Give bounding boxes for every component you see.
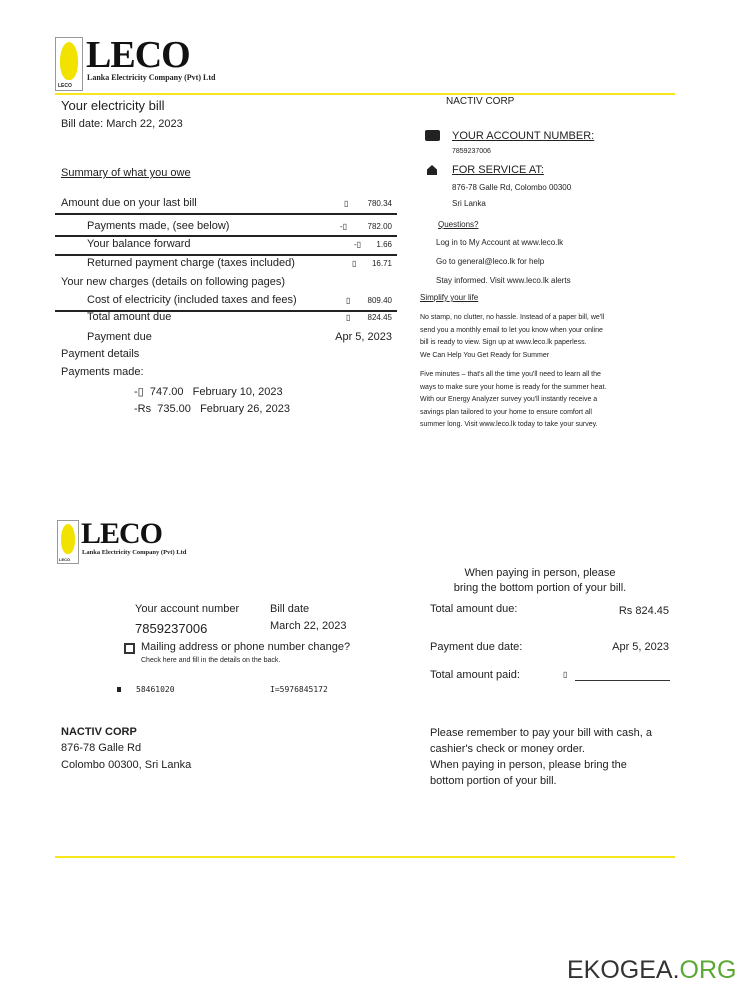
stub-note: When paying in person, please bring the bottom portion of your bill.: [453, 567, 627, 594]
stub-due-date-label: Payment due date:: [430, 641, 523, 653]
payment-due-date: Apr 5, 2023: [335, 331, 392, 343]
stub-total-due-label: Total amount due:: [430, 603, 518, 615]
summer-para: Five minutes – that's all the time you'll need to learn all the ways to make sure your home is ready for the summer heat. With our Energy Analyzer survey you'll instantly receive a savings plan tailored to your home to ensure comfort all summer long. Visit www.leco.lk today to take your survey.: [420, 371, 607, 428]
stub-bill-date-label: Bill date: [270, 603, 310, 615]
amount-paid-field[interactable]: [575, 680, 670, 681]
address-change-checkbox[interactable]: [124, 643, 135, 654]
address-change-sub: Check here and fill in the details on the back.: [141, 657, 281, 664]
summary-row-label: Amount due on your last bill: [61, 197, 197, 209]
stub-code2: I=5976845172: [270, 685, 328, 694]
stub-customer-name: NACTIV CORP: [61, 726, 137, 738]
divider: [55, 213, 397, 215]
simplify-para1: No stamp, no clutter, no hassle. Instead of a paper bill, we'll send you a monthly email to let you know when your online bill is ready to view. Sign up at www.leco.lk paperless.: [420, 314, 605, 346]
stub-reminder: Please remember to pay your bill with cash, a cashier's check or money order. When paying in person, please bring the bottom portion of your bill.: [430, 727, 652, 787]
question-line[interactable]: Stay informed. Visit www.leco.lk alerts: [436, 276, 571, 285]
account-number-label: YOUR ACCOUNT NUMBER:: [452, 130, 595, 142]
address-change-label: Mailing address or phone number change?: [141, 641, 351, 653]
yellow-divider: [55, 93, 675, 95]
summary-row-label: Your balance forward: [87, 238, 191, 250]
yellow-divider: [55, 856, 675, 858]
summary-row-value: 780.34: [367, 199, 392, 208]
payment-details-heading: Payment details: [61, 348, 140, 360]
summary-heading: Summary of what you owe: [61, 167, 191, 179]
summary-row-value: 16.71: [371, 259, 392, 268]
stub-account-label: Your account number: [135, 603, 240, 615]
summary-row-label: Cost of electricity (included taxes and fees): [87, 294, 297, 306]
service-address-line2: Sri Lanka: [452, 199, 486, 208]
total-amount-due: 824.45: [367, 313, 392, 322]
stub-account-number: 7859237006: [135, 621, 208, 636]
service-address-line1: 876-78 Galle Rd, Colombo 00300: [452, 183, 572, 192]
house-icon: [427, 165, 437, 175]
summary-row-value: 809.40: [367, 296, 392, 305]
summary-row-label: Your new charges (details on following pages): [61, 276, 286, 288]
question-line[interactable]: Log in to My Account at www.leco.lk: [436, 238, 564, 247]
folder-icon: [425, 130, 440, 141]
account-number: 7859237006: [452, 148, 491, 155]
summary-row-label: Payments made, (see below): [87, 220, 230, 232]
divider: [55, 254, 397, 256]
page-title: Your electricity bill: [61, 98, 165, 113]
payment-item: -Rs 735.00 February 26, 2023: [134, 403, 290, 415]
customer-name: NACTIV CORP: [446, 96, 515, 107]
stub-code1: 58461020: [136, 685, 175, 694]
stub-customer-addr: Colombo 00300, Sri Lanka: [61, 759, 192, 771]
payment-item: -▯ 747.00 February 10, 2023: [134, 386, 283, 398]
stub-total-due: Rs 824.45: [618, 605, 669, 617]
summary-row-value: 1.66: [376, 240, 392, 249]
simplify-heading: Simplify your life: [420, 293, 479, 302]
bill-page: LECO LECO Lanka Electricity Company (Pvt) Ltd Your electricity bill Bill date: March 22, 2023 NACTIV CORP YOUR ACCOUNT NUMBER: 7859237006 FOR SERVICE AT: 876-78 Galle Rd, Colombo 00300 Sri Lanka Questions? Log in to My Account at www.leco.lk Go to general@leco.lk for help Stay informed. Visit www.leco.lk alerts Simplify your life No stamp, no clutter, no hassle. Instead of a paper bill, we'll send you a monthly email to let you know when your online bill is ready to view. Sign up at www.leco.lk paperless. We Can Help You Get Ready for Summer Five minutes – that's all the time you'll need to learn all the ways to make sure your home is ready for the summer heat. With our Energy Analyzer survey you'll instantly receive a savings plan tailored to your home to ensure comfort all summer long. Visit www.leco.lk today to take your survey. Summary of what you owe Amount due on your last bill ▯ 780.34 Payments made, (see below) -▯ 782.00 Your balance forward -▯ 1.66 Returned payment charge (taxes included) ▯ 16.71 Your new charges (details on following pages) Cost of electricity (included taxes and fees) ▯ 809.40 Total amount due ▯ 824.45 Payment due Apr 5, 2023 Payment details Payments made: -▯ 747.00 February 10, 2023 -Rs 735.00 February 26, 2023 LECO LECO Lanka Electricity Company (Pvt) Ltd When paying in person, please bring the bottom portion of your bill. Your account number 7859237006 Bill date March 22, 2023 Mailing address or phone number change? Check here and fill in the details on the back. 58461020 I=5976845172 Total amount due: Rs 824.45 Payment due date: Apr 5, 2023 Total amount paid: ▯ NACTIV CORP 876-78 Galle Rd Colombo 00300, Sri Lanka Please remember to pay your bill with cash, a cashier's check or money order. When paying in person, please bring the bottom portion of your bill. EKOGEA.ORG: [0, 0, 720, 1000]
summer-heading: We Can Help You Get Ready for Summer: [420, 352, 550, 359]
stub-customer-addr: 876-78 Galle Rd: [61, 742, 142, 754]
summary-row-value: 782.00: [367, 222, 392, 231]
bullet-icon: [117, 687, 121, 692]
bill-date: Bill date: March 22, 2023: [61, 118, 183, 130]
summary-row-label: Total amount due: [87, 311, 172, 323]
summary-row-label: Payment due: [87, 331, 152, 343]
stub-bill-date: March 22, 2023: [270, 620, 347, 632]
payments-made-heading: Payments made:: [61, 366, 144, 378]
watermark: EKOGEA.ORG: [567, 956, 737, 984]
stub-paid-label: Total amount paid:: [430, 669, 520, 681]
summary-row-label: Returned payment charge (taxes included): [87, 257, 295, 269]
stub-due-date: Apr 5, 2023: [612, 641, 669, 653]
questions-heading: Questions?: [438, 220, 479, 229]
service-label: FOR SERVICE AT:: [452, 164, 544, 176]
question-line[interactable]: Go to general@leco.lk for help: [436, 257, 545, 266]
divider: [55, 235, 397, 237]
